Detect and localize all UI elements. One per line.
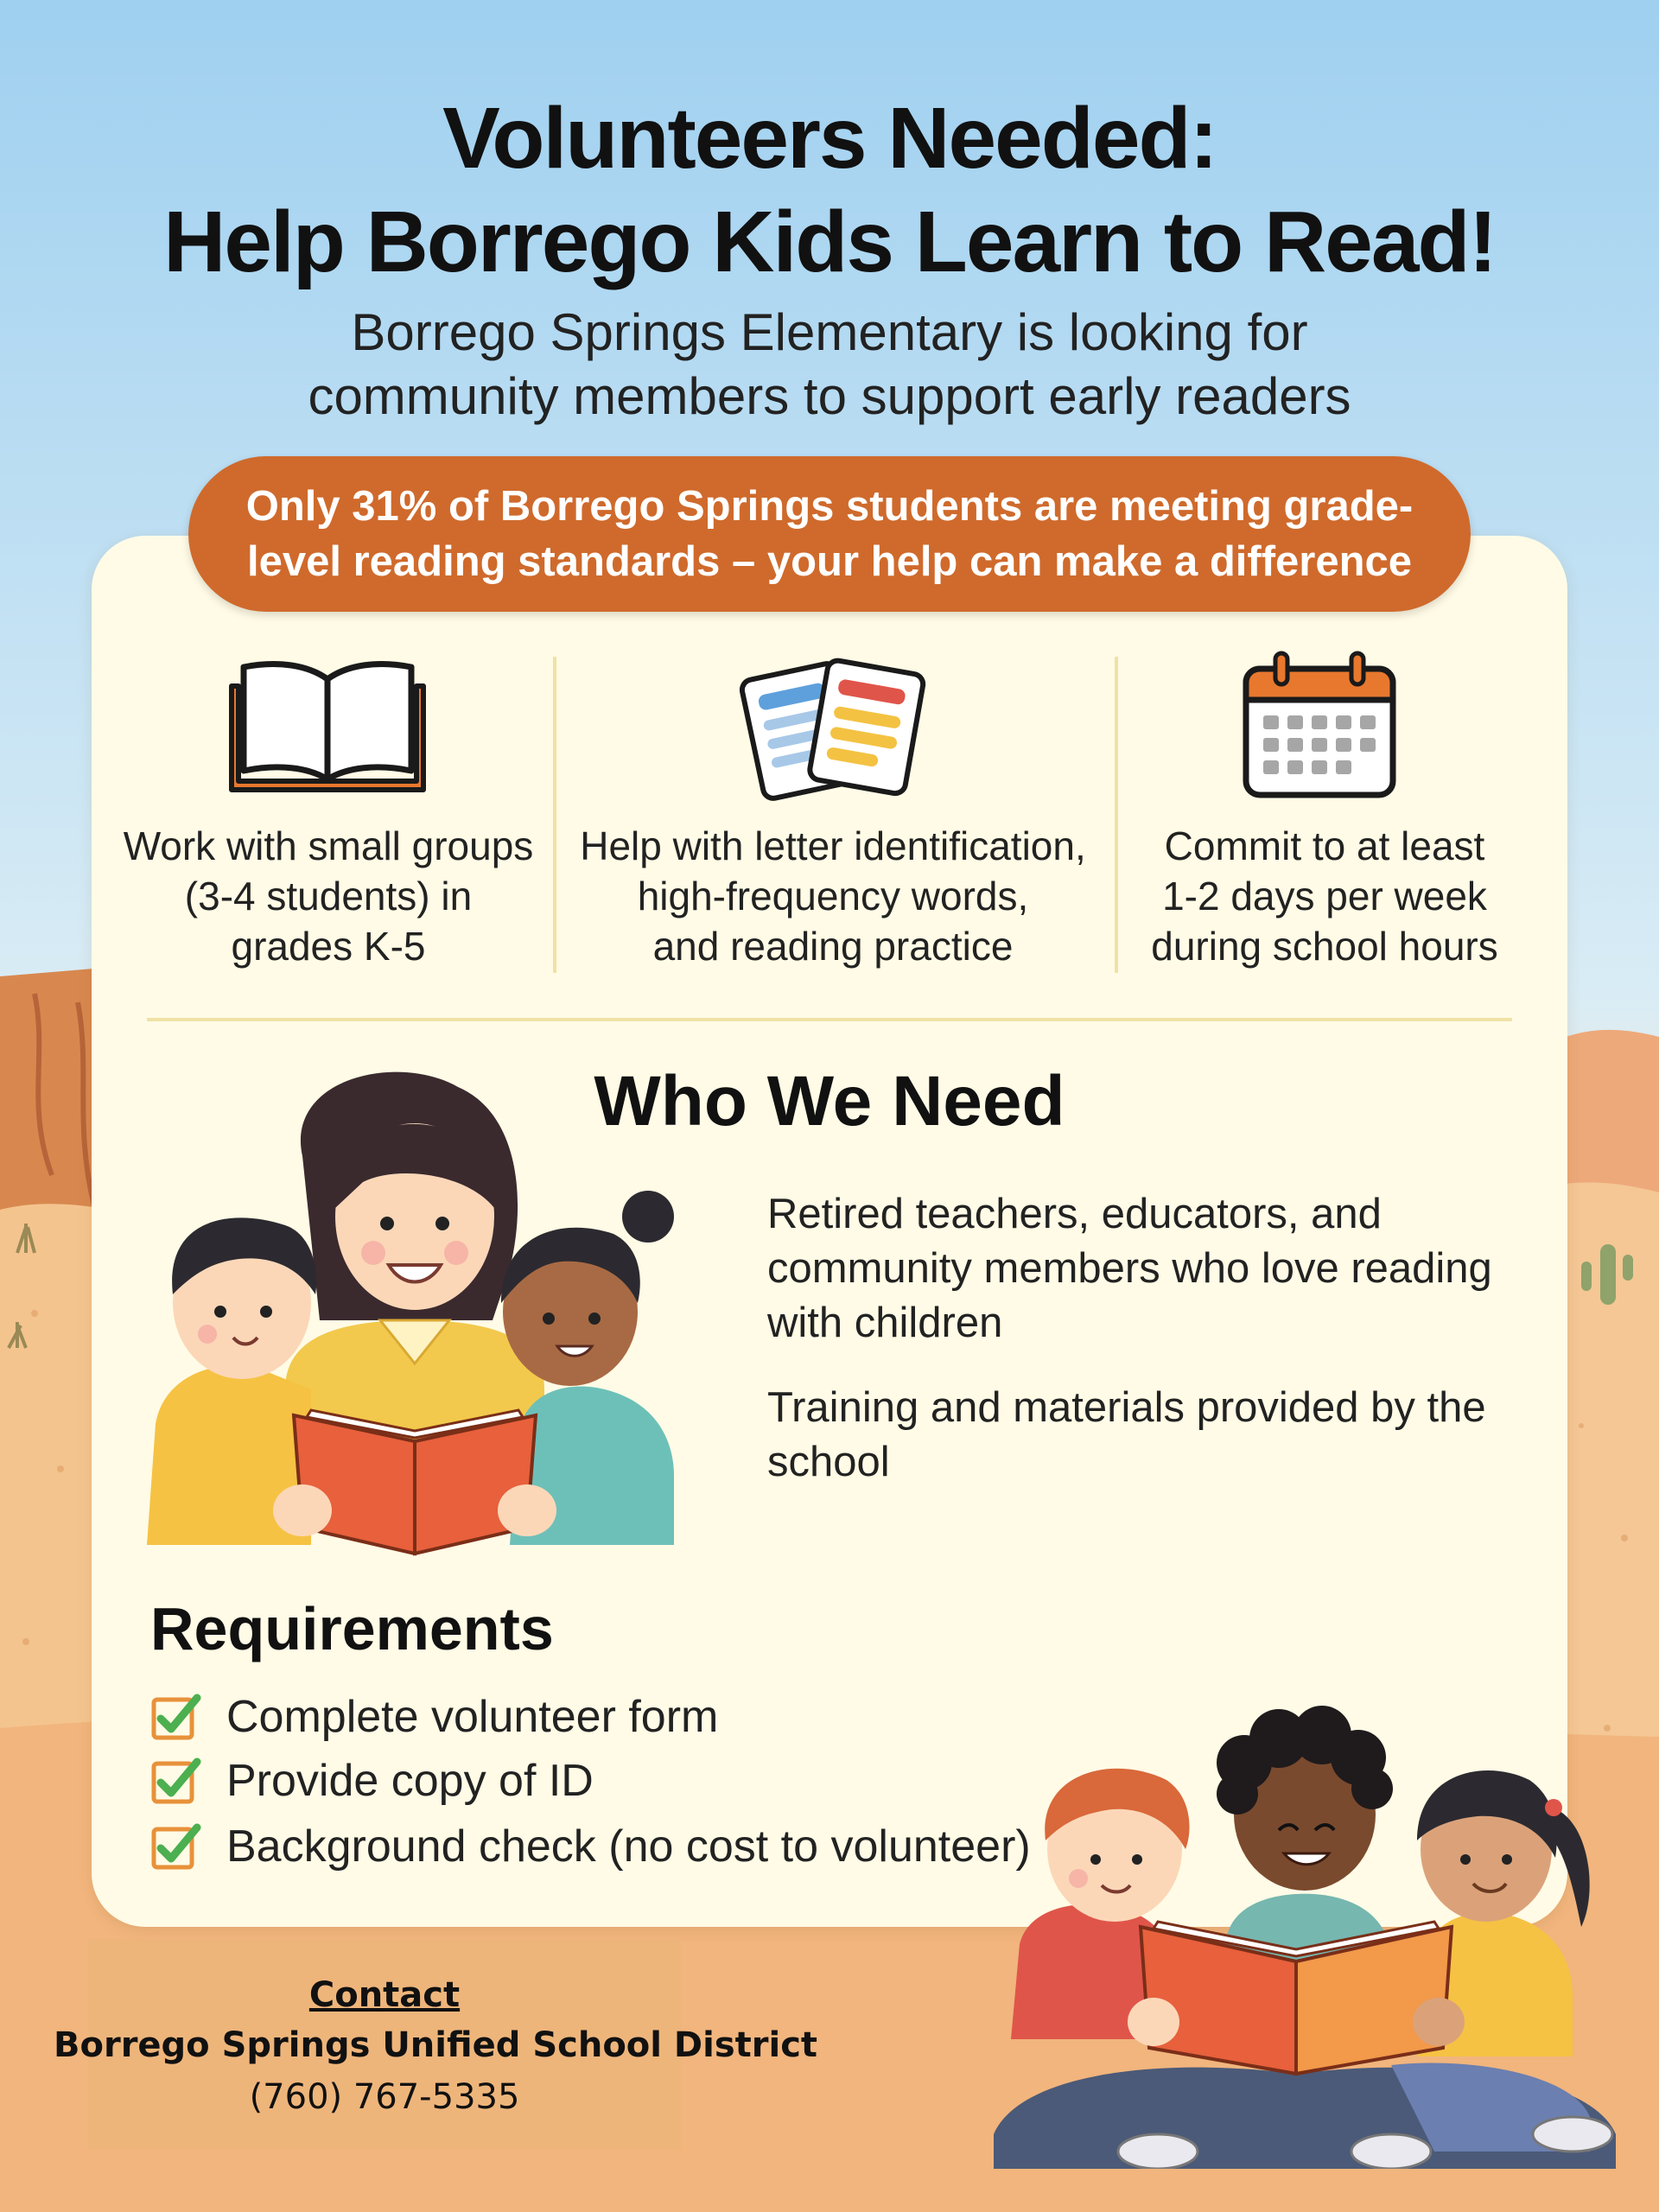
checkbox-checked-icon — [150, 1755, 202, 1807]
who-text-line: Retired teachers, educators, and — [767, 1191, 1382, 1237]
who-we-need-heading: Who We Need — [594, 1062, 1065, 1141]
contact-box — [54, 1939, 818, 2150]
feature-text-line: high-frequency words, — [637, 874, 1029, 918]
page-title-line-2: Help Borrego Kids Learn to Read! — [163, 194, 1496, 290]
feature-reading-skills — [574, 821, 1092, 971]
contact-heading: Contact — [308, 1975, 461, 2015]
requirement-text: Provide copy of ID — [226, 1756, 594, 1806]
who-we-need-description — [767, 1187, 1528, 1351]
contact-phone: (760) 767-5335 — [249, 2077, 520, 2117]
who-text-line: with children — [767, 1300, 1003, 1346]
requirements-heading: Requirements — [150, 1595, 554, 1662]
flashcards-icon — [740, 653, 930, 802]
training-note — [767, 1381, 1528, 1490]
requirement-text: Background check (no cost to volunteer) — [226, 1821, 1031, 1872]
feature-text-line: Help with letter identification, — [580, 823, 1086, 868]
section-divider — [147, 1018, 1512, 1021]
open-book-icon — [226, 660, 429, 798]
page-subtitle-line-2: community members to support early readers — [308, 367, 1351, 425]
kids-reading-illustration — [985, 1668, 1624, 2169]
calendar-icon — [1241, 650, 1398, 800]
feature-text-line: Commit to at least — [1164, 823, 1485, 868]
statistic-banner-line-2: level reading standards – your help can make a difference — [246, 538, 1413, 585]
feature-text-line: (3-4 students) in — [184, 874, 473, 918]
checkbox-checked-icon — [150, 1821, 202, 1872]
feature-text-line: during school hours — [1151, 924, 1498, 969]
page-title — [0, 86, 1659, 294]
contact-organization: Borrego Springs Unified School District — [54, 2025, 818, 2065]
checkbox-checked-icon — [150, 1691, 202, 1743]
who-text-line: community members who love reading — [767, 1245, 1492, 1292]
page-title-line-1: Volunteers Needed: — [442, 90, 1217, 187]
feature-text-line: 1-2 days per week — [1162, 874, 1487, 918]
feature-small-groups — [69, 821, 588, 971]
feature-text-line: Work with small groups — [123, 823, 534, 868]
page-subtitle — [0, 301, 1659, 429]
statistic-banner-line-1: Only 31% of Borrego Springs students are meeting grade- — [245, 483, 1414, 530]
feature-commitment — [1065, 821, 1584, 971]
feature-text-line: and reading practice — [652, 924, 1014, 969]
page-subtitle-line-1: Borrego Springs Elementary is looking for — [351, 303, 1308, 361]
requirement-item — [150, 1751, 594, 1811]
who-text-line: Training and materials provided by the — [767, 1384, 1486, 1431]
who-text-line: school — [767, 1439, 890, 1485]
requirement-item — [150, 1687, 718, 1747]
feature-text-line: grades K-5 — [231, 924, 426, 969]
statistic-banner — [188, 456, 1471, 612]
requirement-text: Complete volunteer form — [226, 1692, 719, 1742]
requirement-item — [150, 1816, 1031, 1877]
